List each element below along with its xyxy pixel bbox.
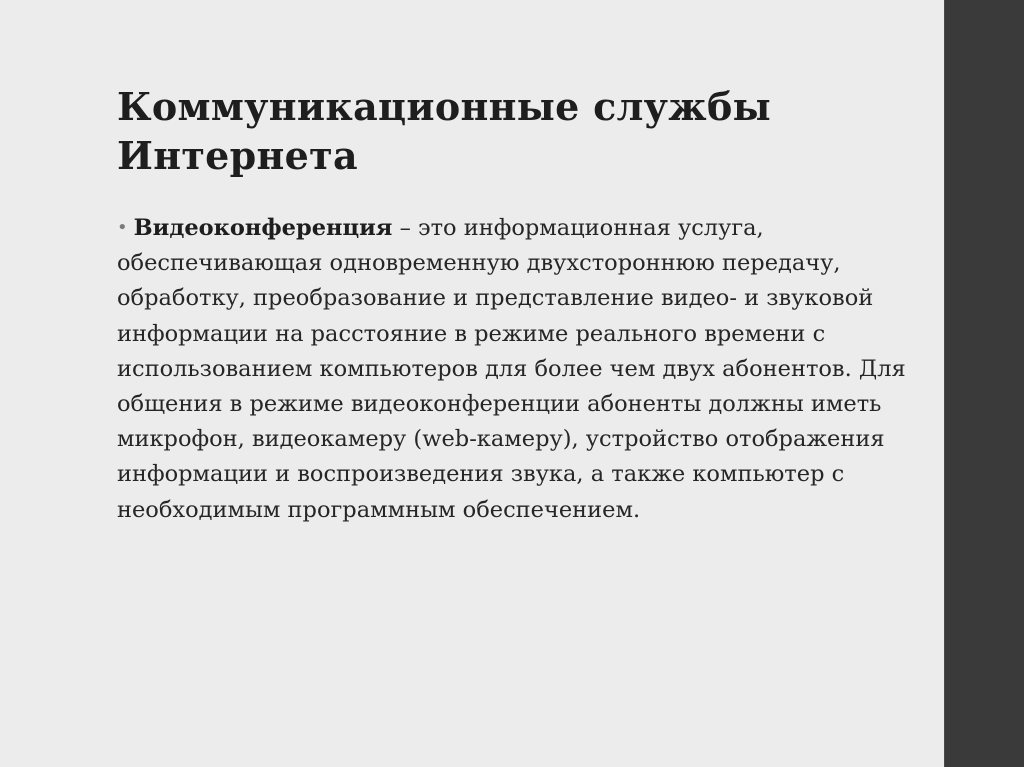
- slide-title: Коммуникационные службы Интернета: [117, 84, 772, 178]
- bullet-term: Видеоконференция: [133, 215, 393, 241]
- slide-body: [117, 210, 917, 528]
- bullet-item: [117, 210, 917, 528]
- bullet-marker: •: [117, 217, 128, 238]
- side-band-edge: [944, 0, 945, 767]
- side-band: [944, 0, 1024, 767]
- bullet-text: – это информационная услуга, обеспечивающая одновременную двухстороннюю передачу, обработку, преобразование и представление видео- и звуковой информации на расстояние в режиме реального времени с использованием компьютеров для более чем двух абонентов. Для общения в режиме видеоконференции абоненты должны иметь микрофон, видеокамеру (web-камеру), устройство отображения информации и воспроизведения звука, а также компьютер с необходимым программным обеспечением.: [117, 215, 906, 523]
